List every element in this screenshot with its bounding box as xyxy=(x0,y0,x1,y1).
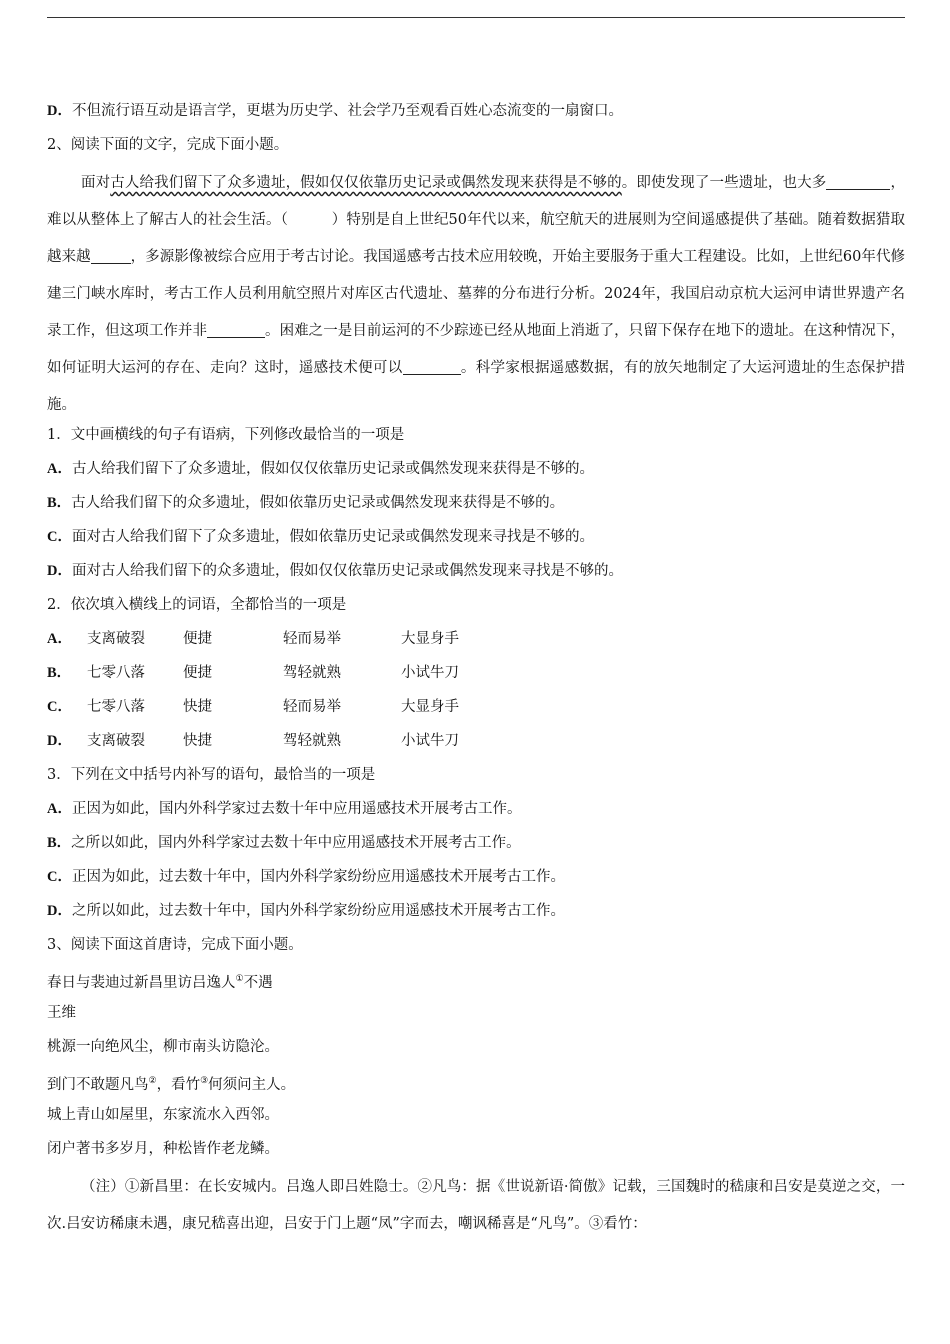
poem-text: 何须问主人。 xyxy=(208,1076,296,1093)
passage-text: 。科学家根据遥感数据，有的放矢地制定了大运河遗址的生态保护措施。 xyxy=(47,360,906,413)
option-text: 之所以如此，过去数十年中，国内外科学家纷纷应用遥感技术开展考古工作。 xyxy=(71,903,565,919)
q3-option-c xyxy=(47,866,905,900)
fill-blank-1 xyxy=(826,173,890,190)
poem-line-1: 桃源一向绝风尘，柳市南头访隐沦。 xyxy=(47,1039,279,1055)
option-label: C． xyxy=(47,699,72,715)
option-word: 快捷 xyxy=(183,733,212,749)
option-label: A． xyxy=(47,631,72,647)
q2-option-b xyxy=(47,662,905,696)
document-body xyxy=(47,100,905,1243)
notes-text: （注）①新昌里：在长安城内。吕逸人即吕姓隐士。②凡鸟：据《世说新语·简傲》记载，三国魏时的嵇康和吕安是莫逆之交，一次.吕安访稀康未遇，康兄嵇喜出迎，吕安于门上题“凤”字而去，嘲讽稀喜是“凡鸟”。③看竹： xyxy=(47,1179,905,1232)
option-word: 七零八落 xyxy=(87,665,145,681)
option-word: 大显身手 xyxy=(401,631,459,647)
passage-text: ，多源影像被综合应用于考古讨论。我国遥感考古技术应用较晚，开始主要服务于重大工程建设。比如，上世纪60年代修建三门峡水库时，考古工作人员利用航空照片对库区古代遗址、墓葬的分布进行分析。2024年，我国启动京杭大运河申请世界遗产名录工作，但这项工作并非 xyxy=(47,249,905,339)
wavy-underlined-sentence: 古人给我们留下了众多遗址，假如仅仅依靠历史记录或偶然发现来获得是不够的 xyxy=(110,175,622,191)
q2-option-c xyxy=(47,696,905,730)
poem-text: ，看竹 xyxy=(156,1076,201,1093)
footnote-marker: ③ xyxy=(200,1076,209,1086)
q1-stem: 1．文中画横线的句子有语病，下列修改最恰当的一项是 xyxy=(47,427,405,443)
poem-title xyxy=(47,968,905,1002)
option-text: 面对古人给我们留下的众多遗址，假如仅仅依靠历史记录或偶然发现来寻找是不够的。 xyxy=(71,563,623,579)
option-word: 轻而易举 xyxy=(283,699,341,715)
option-label: D． xyxy=(47,103,72,119)
poem-line-4: 闭户著书多岁月，种松皆作老龙鳞。 xyxy=(47,1141,279,1157)
header-rule xyxy=(47,17,905,18)
option-word: 支离破裂 xyxy=(87,631,145,647)
option-label: D． xyxy=(47,903,72,919)
prev-option-d xyxy=(47,100,905,134)
option-word: 支离破裂 xyxy=(87,733,145,749)
option-text: 正因为如此，过去数十年中，国内外科学家纷纷应用遥感技术开展考古工作。 xyxy=(71,869,565,885)
option-word: 小试牛刀 xyxy=(401,733,459,749)
poem-text: 到门不敢题凡鸟 xyxy=(47,1076,149,1093)
poem-line-3: 城上青山如屋里，东家流水入西邻。 xyxy=(47,1107,279,1123)
section2-heading: 2、阅读下面的文字，完成下面小题。 xyxy=(47,137,289,153)
option-label: C． xyxy=(47,529,72,545)
option-word: 驾轻就熟 xyxy=(283,733,341,749)
section3-heading: 3、阅读下面这首唐诗，完成下面小题。 xyxy=(47,937,303,953)
q1-option-a xyxy=(47,458,905,492)
q3-option-a xyxy=(47,798,905,832)
footnote-marker: ② xyxy=(148,1076,157,1086)
option-text: 古人给我们留下了众多遗址，假如仅仅依靠历史记录或偶然发现来获得是不够的。 xyxy=(71,461,594,477)
option-word: 轻而易举 xyxy=(283,631,341,647)
poem-author: 王维 xyxy=(47,1005,76,1021)
option-label: B． xyxy=(47,495,72,511)
option-label: A． xyxy=(47,801,72,817)
option-word: 大显身手 xyxy=(401,699,459,715)
poem-title-text: 春日与裴迪过新昌里访吕逸人 xyxy=(47,974,236,991)
fill-blank-4 xyxy=(403,358,461,375)
option-word: 驾轻就熟 xyxy=(283,665,341,681)
q1-option-c xyxy=(47,526,905,560)
option-word: 快捷 xyxy=(183,699,212,715)
q3-option-b xyxy=(47,832,905,866)
option-label: D． xyxy=(47,563,72,579)
option-label: A． xyxy=(47,461,72,477)
q1-option-d xyxy=(47,560,905,594)
option-label: B． xyxy=(47,835,72,851)
option-label: C． xyxy=(47,869,72,885)
option-label: D． xyxy=(47,733,72,749)
q3-stem: 3．下列在文中括号内补写的语句，最恰当的一项是 xyxy=(47,767,376,783)
fill-blank-2 xyxy=(91,247,131,264)
option-text: 之所以如此，国内外科学家过去数十年中应用遥感技术开展考古工作。 xyxy=(71,835,521,851)
poem-line-2 xyxy=(47,1070,905,1104)
option-text: 正因为如此，国内外科学家过去数十年中应用遥感技术开展考古工作。 xyxy=(71,801,522,817)
option-word: 小试牛刀 xyxy=(401,665,459,681)
fill-blank-3 xyxy=(207,321,265,338)
option-text: 古人给我们留下的众多遗址，假如依靠历史记录或偶然发现来获得是不够的。 xyxy=(71,495,565,511)
option-label: B． xyxy=(47,665,72,681)
passage-text: 。即使发现了一些遗址，也大多 xyxy=(621,175,827,191)
poem-notes xyxy=(47,1169,905,1243)
option-word: 便捷 xyxy=(183,665,212,681)
option-text: 不但流行语互动是语言学，更堪为历史学、社会学乃至观看百姓心态流变的一扇窗口。 xyxy=(71,103,623,119)
footnote-marker: ① xyxy=(235,974,244,984)
q3-option-d xyxy=(47,900,905,934)
passage-text: ，难以从整体上了解古人的社会生活。（ ）特别是自上世纪50年代以来，航空航天的进展则为空间遥感提供了基础。随着数据猎取越来越 xyxy=(47,175,906,265)
passage-text: 。困难之一是目前运河的不少踪迹已经从地面上消逝了，只留下保存在地下的遗址。在这种情况下，如何证明大运河的存在、走向？这时，遥感技术便可以 xyxy=(47,323,905,376)
passage xyxy=(47,165,905,424)
option-text: 面对古人给我们留下了众多遗址，假如依靠历史记录或偶然发现来寻找是不够的。 xyxy=(71,529,594,545)
q2-option-a xyxy=(47,628,905,662)
passage-text: 面对 xyxy=(81,175,111,191)
q2-option-d xyxy=(47,730,905,764)
option-word: 便捷 xyxy=(183,631,212,647)
q2-stem: 2．依次填入横线上的词语，全都恰当的一项是 xyxy=(47,597,347,613)
q1-option-b xyxy=(47,492,905,526)
option-word: 七零八落 xyxy=(87,699,145,715)
poem-title-text: 不遇 xyxy=(243,974,273,991)
